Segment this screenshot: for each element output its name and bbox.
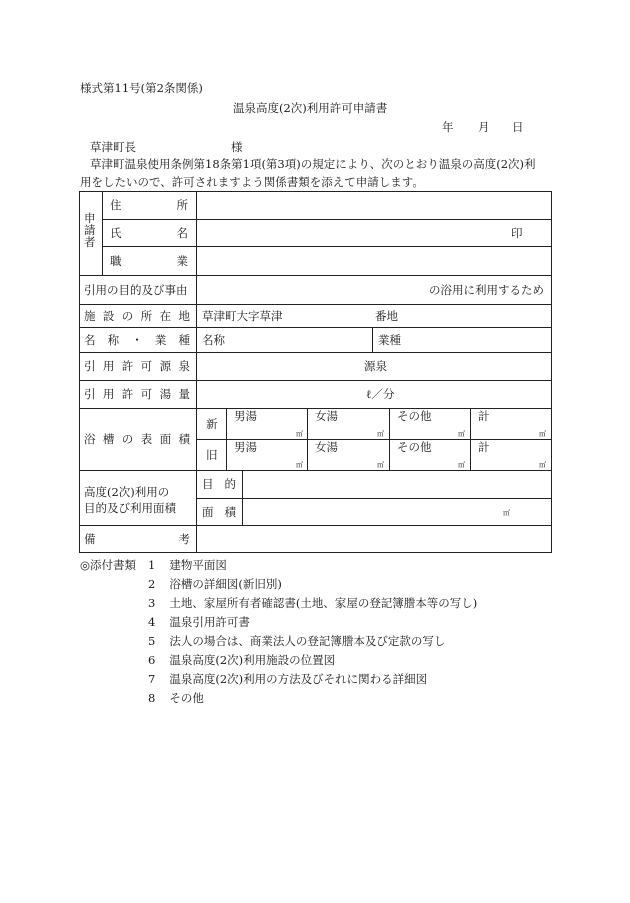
unit-women-new: ㎡ <box>377 430 384 438</box>
name-field[interactable] <box>197 220 497 246</box>
list-item: 8 その他 <box>148 691 204 705</box>
other-old: その他 <box>397 440 432 454</box>
men-bath-old: 男湯 <box>234 440 257 454</box>
list-item: 5 法人の場合は、商業法人の登記簿謄本及び定款の写し <box>148 634 446 648</box>
list-item: 6 温泉高度(2次)利用施設の位置図 <box>148 653 336 667</box>
women-bath-new: 女湯 <box>315 409 338 423</box>
list-item: 2 浴槽の詳細図(新旧別) <box>148 577 282 591</box>
source-label: 引 用 許 可 源 泉 <box>84 359 190 373</box>
advanced-area-label: 面 積 <box>202 505 236 519</box>
seal-mark: 印 <box>511 226 523 240</box>
facility-location-value: 草津町大字草津 <box>202 309 283 323</box>
date-day: 日 <box>512 120 524 134</box>
address-field[interactable] <box>197 192 551 219</box>
unit-advanced-area: ㎡ <box>503 509 510 517</box>
unit-other-new: ㎡ <box>458 430 465 438</box>
purpose-label: 引用の目的及び事由 <box>84 283 188 297</box>
list-item: 7 温泉高度(2次)利用の方法及びそれに関わる詳細図 <box>148 672 428 686</box>
list-item: 3 土地、家屋所有者確認書(土地、家屋の登記簿謄本等の写し) <box>148 596 478 610</box>
unit-other-old: ㎡ <box>458 461 465 469</box>
name-label: 氏 名 <box>110 226 188 240</box>
business-type-field: 業種 <box>378 333 401 347</box>
occupation-label: 職 業 <box>110 254 188 268</box>
advanced-use-label: 高度(2次)利用の 目的及び利用面積 <box>84 485 176 515</box>
list-item: 4 温泉引用許可書 <box>148 615 250 629</box>
purpose-value: の浴用に利用するため <box>429 283 544 297</box>
date-year: 年 <box>442 120 454 134</box>
unit-men-old: ㎡ <box>296 461 303 469</box>
volume-unit: ℓ／分 <box>366 387 395 401</box>
name-business-label: 名 称 ・ 業 種 <box>84 333 190 347</box>
body-text-line1: 草津町温泉使用条例第18条第1項(第3項)の規定により、次のとおり温泉の高度(2次)利 <box>90 157 536 171</box>
attachments-heading: ◎添付書類 <box>80 558 137 572</box>
address-label: 住 所 <box>110 198 188 212</box>
form-number: 様式第11号(第2条関係) <box>80 81 203 95</box>
addressee: 草津町長 <box>90 140 136 154</box>
unit-women-old: ㎡ <box>377 461 384 469</box>
tub-area-label: 浴 槽 の 表 面 積 <box>84 432 190 446</box>
facility-name-field: 名称 <box>202 333 225 347</box>
remarks-label: 備 考 <box>84 532 190 546</box>
total-old: 計 <box>478 440 490 454</box>
unit-total-old: ㎡ <box>539 461 546 469</box>
total-new: 計 <box>478 409 490 423</box>
unit-men-new: ㎡ <box>296 430 303 438</box>
advanced-purpose-label: 目 的 <box>202 477 236 491</box>
source-value: 源泉 <box>364 359 387 373</box>
men-bath-new: 男湯 <box>234 409 257 423</box>
other-new: その他 <box>397 409 432 423</box>
old-label: 旧 <box>206 448 218 462</box>
lot-number-label: 番地 <box>375 309 398 323</box>
volume-label: 引 用 許 可 湯 量 <box>84 387 190 401</box>
honorific: 様 <box>231 140 243 154</box>
list-item: 1 建物平面図 <box>148 558 227 572</box>
date-month: 月 <box>478 120 490 134</box>
facility-location-label: 施 設 の 所 在 地 <box>84 309 190 323</box>
applicant-label: 申 請 者 <box>84 211 96 249</box>
occupation-field[interactable] <box>197 247 551 275</box>
women-bath-old: 女湯 <box>315 440 338 454</box>
body-text-line2: 用をしたいので、許可されますよう関係書類を添えて申請します。 <box>80 175 424 189</box>
document-title: 温泉高度(2次)利用許可申請書 <box>233 101 388 115</box>
new-label: 新 <box>206 417 218 431</box>
unit-total-new: ㎡ <box>539 430 546 438</box>
